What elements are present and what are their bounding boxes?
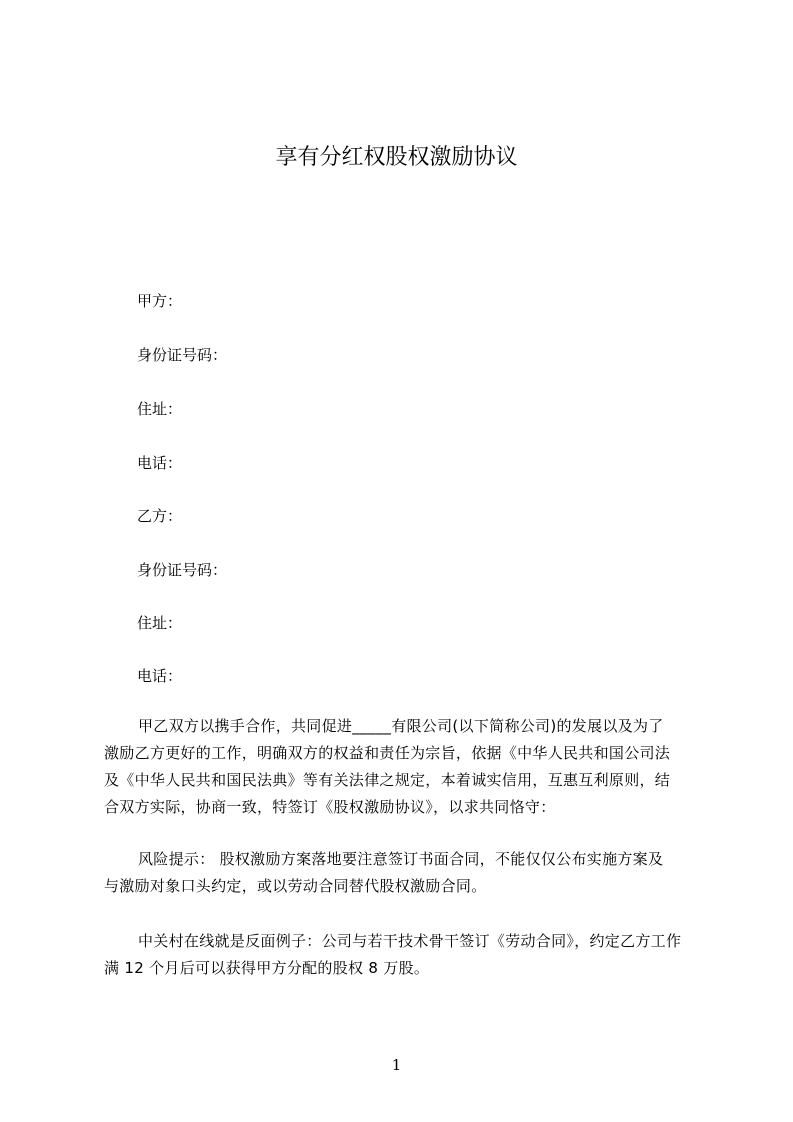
paragraph-line: 与激励对象口头约定，或以劳动合同替代股权激励合同。 <box>104 877 487 895</box>
paragraph-line: 满 12 个月后可以获得甲方分配的股权 8 万股。 <box>104 959 430 977</box>
risk-tip-paragraph <box>104 846 704 900</box>
party-a-address-label: 住址： <box>137 400 183 418</box>
party-a-phone-label: 电话： <box>137 454 183 472</box>
paragraph-line: 及《中华人民共和国民法典》等有关法律之规定，本着诚实信用，互惠互利原则，结 <box>104 771 671 789</box>
party-a-id-label: 身份证号码： <box>137 346 228 364</box>
party-b-address-label: 住址： <box>137 614 183 632</box>
paragraph-line: 甲乙双方以携手合作，共同促进_____有限公司(以下简称公司)的发展以及为了 <box>138 717 664 735</box>
party-a-label: 甲方： <box>137 292 183 310</box>
paragraph-line: 风险提示： 股权激励方案落地要注意签订书面合同，不能仅仅公布实施方案及 <box>138 850 664 868</box>
party-b-label: 乙方： <box>137 507 183 525</box>
preamble-paragraph <box>104 713 704 821</box>
party-b-id-label: 身份证号码： <box>137 561 228 579</box>
paragraph-line: 中关村在线就是反面例子：公司与若干技术骨干签订《劳动合同》，约定乙方工作 <box>138 932 682 950</box>
paragraph-line: 合双方实际，协商一致，特签订《股权激励协议》，以求共同恪守： <box>104 798 556 816</box>
party-b-phone-label: 电话： <box>137 667 183 685</box>
page-number: 1 <box>391 1056 402 1074</box>
document-title: 享有分红权股权激励协议 <box>275 145 518 170</box>
paragraph-line: 激励乙方更好的工作，明确双方的权益和责任为宗旨，依据《中华人民共和国公司法 <box>104 744 671 762</box>
example-paragraph <box>104 928 704 982</box>
